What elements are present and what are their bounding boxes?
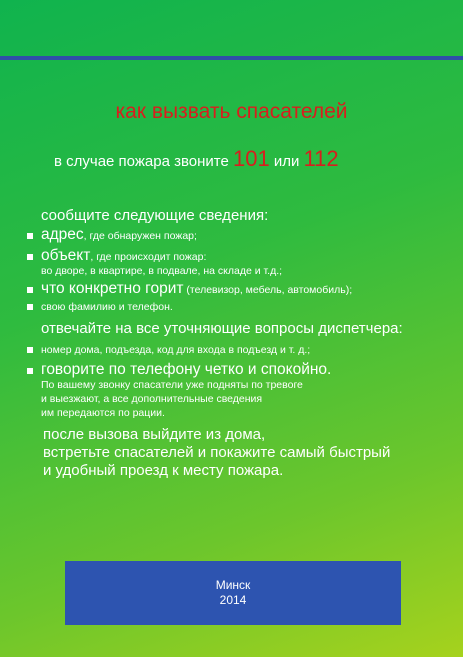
bullet-icon — [27, 233, 33, 239]
after-call-line-1: после вызова выйдите из дома, — [43, 426, 266, 443]
note-line-2: и выезжают, а все дополнительные сведения — [41, 393, 263, 405]
phone-number-112: 112 — [303, 146, 339, 171]
burning-detail: (телевизор, мебель, автомобиль); — [183, 284, 353, 296]
subtitle-text: в случае пожара звоните — [54, 153, 229, 170]
footer-panel — [65, 561, 401, 625]
note-line-1: По вашему звонку спасатели уже подняты по тревоге — [41, 379, 303, 391]
list-item-burning — [41, 281, 352, 297]
burning-label: что конкретно горит — [41, 280, 184, 297]
object-examples: во дворе, в квартире, в подвале, на складе и т.д.; — [41, 265, 283, 277]
address-detail: , где обнаружен пожар; — [83, 230, 197, 242]
bullet-icon — [27, 254, 33, 260]
list-item-name: свою фамилию и телефон. — [41, 301, 173, 313]
list-item-speak: говорите по телефону четко и спокойно. — [41, 361, 332, 378]
note-line-3: им передаются по рации. — [41, 407, 165, 419]
bullet-icon — [27, 368, 33, 374]
object-label: объект — [41, 247, 91, 264]
emergency-numbers-line — [54, 146, 339, 172]
footer-city: Минск — [215, 578, 251, 592]
bullet-icon — [27, 347, 33, 353]
list-item-object — [41, 248, 206, 264]
dispatcher-heading: отвечайте на все уточняющие вопросы диспетчера: — [41, 320, 403, 337]
bullet-icon — [27, 287, 33, 293]
list-item-address — [41, 227, 197, 243]
address-label: адрес — [41, 226, 84, 243]
subtitle-or: или — [273, 153, 300, 170]
phone-number-101: 101 — [232, 146, 270, 171]
bullet-icon — [27, 304, 33, 310]
page-title: как вызвать спасателей — [115, 100, 348, 123]
intro-heading: сообщите следующие сведения: — [41, 207, 269, 224]
list-item-house: номер дома, подъезда, код для входа в подъезд и т. д.; — [41, 344, 311, 356]
after-call-line-3: и удобный проезд к месту пожара. — [43, 462, 284, 479]
footer-year: 2014 — [219, 593, 247, 607]
object-detail: , где происходит пожар: — [90, 251, 207, 263]
after-call-line-2: встретьте спасателей и покажите самый быстрый — [43, 444, 391, 461]
top-divider-line — [0, 56, 463, 60]
